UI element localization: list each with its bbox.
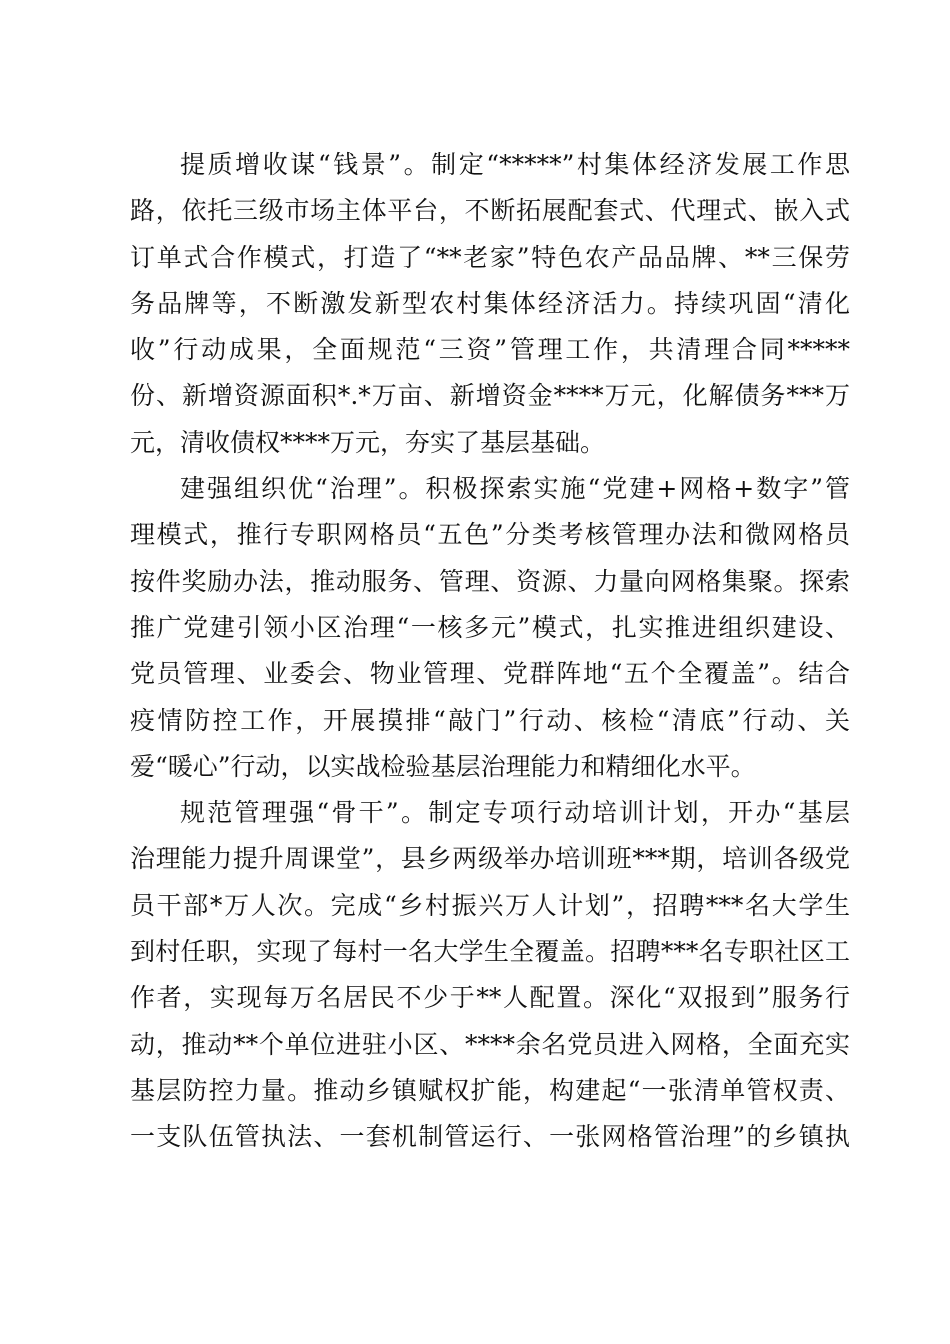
paragraph-revenue xyxy=(130,142,850,466)
text-line: 爱“暖心”行动，以实战检验基层治理能力和精细化水平。 xyxy=(130,751,756,781)
text-line: 到村任职，实现了每村一名大学生全覆盖。招聘***名专职社区工 xyxy=(130,937,850,967)
text-line: 元，清收债权****万元，夯实了基层基础。 xyxy=(130,427,606,457)
text-line: 治理能力提升周课堂”，县乡两级举办培训班***期，培训各级党 xyxy=(130,844,850,874)
text-line: 规范管理强“骨干”。制定专项行动培训计划，开办“基层 xyxy=(180,798,850,828)
text-line: 理模式，推行专职网格员“五色”分类考核管理办法和微网格员 xyxy=(130,520,850,550)
paragraph-cadres xyxy=(130,790,850,1160)
text-line: 提质增收谋“钱景”。制定“*****”村集体经济发展工作思 xyxy=(180,150,850,179)
text-line: 员干部*万人次。完成“乡村振兴万人计划”，招聘***名大学生 xyxy=(130,890,850,920)
text-line: 收”行动成果，全面规范“三资”管理工作，共清理合同***** xyxy=(130,335,850,365)
document-body xyxy=(130,142,850,1161)
text-line: 作者，实现每万名居民不少于**人配置。深化“双报到”服务行 xyxy=(130,983,850,1013)
paragraph-governance xyxy=(130,466,850,790)
text-line: 建强组织优“治理”。积极探索实施“党建+网格+数字”管 xyxy=(180,474,850,504)
text-line: 份、新增资源面积*.*万亩、新增资金****万元，化解债务***万 xyxy=(130,381,850,411)
text-line: 党员管理、业委会、物业管理、党群阵地“五个全覆盖”。结合 xyxy=(130,659,850,689)
text-line: 推广党建引领小区治理“一核多元”模式，扎实推进组织建设、 xyxy=(130,612,850,642)
text-line: 务品牌等，不断激发新型农村集体经济活力。持续巩固“清化 xyxy=(130,288,850,318)
text-line: 按件奖励办法，推动服务、管理、资源、力量向网格集聚。探索 xyxy=(130,566,850,596)
text-line: 疫情防控工作，开展摸排“敲门”行动、核检“清底”行动、关 xyxy=(130,705,850,735)
text-line: 路，依托三级市场主体平台，不断拓展配套式、代理式、嵌入式 xyxy=(130,196,850,226)
text-line: 动，推动**个单位进驻小区、****余名党员进入网格，全面充实 xyxy=(130,1029,850,1059)
text-line: 订单式合作模式，打造了“**老家”特色农产品品牌、**三保劳 xyxy=(130,242,850,272)
text-line: 一支队伍管执法、一套机制管运行、一张网格管治理”的乡镇执 xyxy=(130,1122,850,1152)
text-line: 基层防控力量。推动乡镇赋权扩能，构建起“一张清单管权责、 xyxy=(130,1075,850,1105)
